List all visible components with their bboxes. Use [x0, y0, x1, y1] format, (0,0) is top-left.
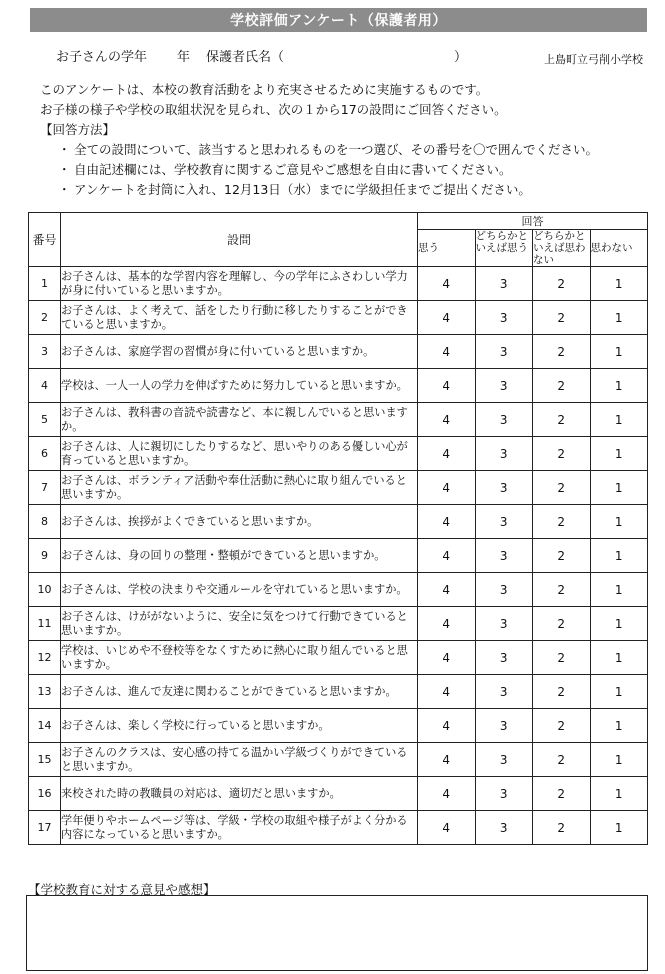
question-text: お子さんは、挨拶がよくできていると思いますか。 — [61, 505, 418, 539]
question-number: 7 — [29, 471, 61, 505]
survey-table — [28, 212, 648, 845]
table-row — [29, 505, 648, 539]
answer-choice[interactable]: 4 — [418, 369, 476, 403]
answer-choice[interactable]: 3 — [475, 301, 533, 335]
answer-choice[interactable]: 3 — [475, 437, 533, 471]
intro-line-2: お子様の様子や学校の取組状況を見られ、次の１から17の設問にご回答ください。 — [40, 102, 507, 117]
answer-choice[interactable]: 1 — [590, 267, 648, 301]
answer-choice[interactable]: 1 — [590, 437, 648, 471]
answer-choice[interactable]: 2 — [533, 675, 591, 709]
answer-choice[interactable]: 3 — [475, 335, 533, 369]
answer-choice[interactable]: 4 — [418, 471, 476, 505]
parent-name-label: 保護者氏名（ — [206, 50, 285, 65]
answer-choice[interactable]: 1 — [590, 709, 648, 743]
question-text: お子さんは、楽しく学校に行っていると思いますか。 — [61, 709, 418, 743]
question-number: 1 — [29, 267, 61, 301]
answer-choice[interactable]: 3 — [475, 709, 533, 743]
answer-choice[interactable]: 2 — [533, 403, 591, 437]
question-number: 14 — [29, 709, 61, 743]
table-row — [29, 675, 648, 709]
answer-choice[interactable]: 4 — [418, 709, 476, 743]
table-row — [29, 743, 648, 777]
question-text: お子さんは、よく考えて、話をしたり行動に移したりすることができていると思いますか。 — [61, 301, 418, 335]
answer-choice[interactable]: 2 — [533, 709, 591, 743]
question-number: 12 — [29, 641, 61, 675]
answer-choice[interactable]: 4 — [418, 403, 476, 437]
option-agree: 思う — [418, 230, 476, 267]
question-number: 2 — [29, 301, 61, 335]
table-row — [29, 777, 648, 811]
answer-choice[interactable]: 4 — [418, 607, 476, 641]
question-number: 3 — [29, 335, 61, 369]
answer-choice[interactable]: 4 — [418, 573, 476, 607]
answer-choice[interactable]: 3 — [475, 267, 533, 301]
method-item: ・ 全ての設問について、該当すると思われるものを一つ選び、その番号を〇で囲んでください。 — [58, 140, 650, 160]
answer-choice[interactable]: 4 — [418, 743, 476, 777]
answer-choice[interactable]: 4 — [418, 437, 476, 471]
instructions — [40, 80, 650, 200]
question-text: 来校された時の教職員の対応は、適切だと思いますか。 — [61, 777, 418, 811]
question-number: 11 — [29, 607, 61, 641]
answer-choice[interactable]: 3 — [475, 369, 533, 403]
answer-choice[interactable]: 3 — [475, 777, 533, 811]
answer-choice[interactable]: 4 — [418, 505, 476, 539]
table-row — [29, 369, 648, 403]
answer-choice[interactable]: 1 — [590, 675, 648, 709]
table-row — [29, 641, 648, 675]
answer-choice[interactable]: 2 — [533, 267, 591, 301]
method-heading: 【回答方法】 — [40, 122, 116, 137]
question-text: お子さんは、けががないように、安全に気をつけて行動できていると思いますか。 — [61, 607, 418, 641]
answer-choice[interactable]: 4 — [418, 641, 476, 675]
table-row — [29, 607, 648, 641]
year-suffix: 年 — [177, 50, 191, 65]
parent-name-close: ） — [454, 50, 468, 65]
survey-title: 学校評価アンケート（保護者用） — [30, 8, 647, 32]
question-text: お子さんは、身の回りの整理・整頓ができていると思いますか。 — [61, 539, 418, 573]
question-text: お子さんは、教科書の音読や読書など、本に親しんでいると思いますか。 — [61, 403, 418, 437]
question-text: お子さんは、人に親切にしたりするなど、思いやりのある優しい心が育っていると思いますか。 — [61, 437, 418, 471]
question-number: 13 — [29, 675, 61, 709]
answer-choice[interactable]: 2 — [533, 743, 591, 777]
answer-choice[interactable]: 3 — [475, 811, 533, 845]
answer-choice[interactable]: 3 — [475, 539, 533, 573]
table-row — [29, 403, 648, 437]
answer-choice[interactable]: 1 — [590, 335, 648, 369]
table-row — [29, 267, 648, 301]
header-number: 番号 — [29, 213, 61, 267]
answer-choice[interactable]: 3 — [475, 641, 533, 675]
answer-choice[interactable]: 2 — [533, 369, 591, 403]
question-text: 学年便りやホームページ等は、学級・学校の取組や様子がよく分かる内容になっていると思いますか。 — [61, 811, 418, 845]
table-row — [29, 437, 648, 471]
answer-choice[interactable]: 4 — [418, 301, 476, 335]
option-somewhat-disagree: どちらかといえば思わない — [533, 230, 591, 267]
answer-choice[interactable]: 4 — [418, 675, 476, 709]
question-text: 学校は、一人一人の学力を伸ばすために努力していると思いますか。 — [61, 369, 418, 403]
table-row — [29, 335, 648, 369]
answer-choice[interactable]: 3 — [475, 471, 533, 505]
table-row — [29, 301, 648, 335]
answer-choice[interactable]: 2 — [533, 607, 591, 641]
answer-choice[interactable]: 2 — [533, 641, 591, 675]
answer-choice[interactable]: 3 — [475, 573, 533, 607]
table-row — [29, 709, 648, 743]
answer-choice[interactable]: 1 — [590, 471, 648, 505]
answer-choice[interactable]: 1 — [590, 539, 648, 573]
intro-line-1: このアンケートは、本校の教育活動をより充実させるために実施するものです。 — [40, 82, 489, 97]
question-number: 6 — [29, 437, 61, 471]
answer-choice[interactable]: 3 — [475, 675, 533, 709]
grade-label: お子さんの学年 — [56, 50, 148, 65]
answer-choice[interactable]: 4 — [418, 811, 476, 845]
question-number: 17 — [29, 811, 61, 845]
question-number: 8 — [29, 505, 61, 539]
table-row — [29, 539, 648, 573]
question-number: 5 — [29, 403, 61, 437]
answer-choice[interactable]: 2 — [533, 505, 591, 539]
answer-choice[interactable]: 2 — [533, 539, 591, 573]
question-text: お子さんは、家庭学習の習慣が身に付いていると思いますか。 — [61, 335, 418, 369]
question-number: 4 — [29, 369, 61, 403]
table-row — [29, 811, 648, 845]
question-text: お子さんは、進んで友達に関わることができていると思いますか。 — [61, 675, 418, 709]
answer-choice[interactable]: 3 — [475, 743, 533, 777]
answer-choice[interactable]: 1 — [590, 403, 648, 437]
answer-choice[interactable]: 1 — [590, 573, 648, 607]
method-item: ・ アンケートを封筒に入れ、12月13日（水）までに学級担任までご提出ください。 — [58, 180, 650, 200]
answer-choice[interactable]: 1 — [590, 301, 648, 335]
question-text: 学校は、いじめや不登校等をなくすために熱心に取り組んでいると思いますか。 — [61, 641, 418, 675]
answer-choice[interactable]: 4 — [418, 539, 476, 573]
grade-field[interactable] — [56, 46, 190, 65]
method-list — [40, 140, 650, 200]
question-number: 15 — [29, 743, 61, 777]
answer-choice[interactable]: 1 — [590, 811, 648, 845]
question-number: 10 — [29, 573, 61, 607]
table-row — [29, 573, 648, 607]
header-answer: 回答 — [418, 213, 648, 230]
parent-name-field[interactable] — [206, 46, 467, 65]
answer-choice[interactable]: 2 — [533, 301, 591, 335]
answer-choice[interactable]: 3 — [475, 403, 533, 437]
option-somewhat-agree: どちらかといえば思う — [475, 230, 533, 267]
answer-choice[interactable]: 2 — [533, 437, 591, 471]
answer-choice[interactable]: 2 — [533, 335, 591, 369]
question-text: お子さんは、基本的な学習内容を理解し、今の学年にふさわしい学力が身に付いていると思いますか。 — [61, 267, 418, 301]
table-row — [29, 471, 648, 505]
answer-choice[interactable]: 4 — [418, 335, 476, 369]
answer-choice[interactable]: 4 — [418, 267, 476, 301]
opinion-textarea[interactable] — [26, 895, 648, 971]
answer-choice[interactable]: 1 — [590, 777, 648, 811]
option-disagree: 思わない — [590, 230, 648, 267]
answer-choice[interactable]: 2 — [533, 573, 591, 607]
method-item: ・ 自由記述欄には、学校教育に関するご意見やご感想を自由に書いてください。 — [58, 160, 650, 180]
answer-choice[interactable]: 2 — [533, 471, 591, 505]
question-text: お子さんのクラスは、安心感の持てる温かい学級づくりができていると思いますか。 — [61, 743, 418, 777]
answer-choice[interactable]: 2 — [533, 777, 591, 811]
header-question: 設問 — [61, 213, 418, 267]
question-number: 16 — [29, 777, 61, 811]
answer-choice[interactable]: 1 — [590, 743, 648, 777]
answer-choice[interactable]: 1 — [590, 505, 648, 539]
opinion-label: 【学校教育に対する意見や感想】 — [28, 882, 216, 897]
answer-choice[interactable]: 2 — [533, 811, 591, 845]
question-text: お子さんは、学校の決まりや交通ルールを守れていると思いますか。 — [61, 573, 418, 607]
question-number: 9 — [29, 539, 61, 573]
question-text: お子さんは、ボランティア活動や奉仕活動に熱心に取り組んでいると思いますか。 — [61, 471, 418, 505]
school-name: 上島町立弓削小学校 — [544, 53, 643, 66]
answer-choice[interactable]: 4 — [418, 777, 476, 811]
answer-choice[interactable]: 3 — [475, 607, 533, 641]
answer-choice[interactable]: 3 — [475, 505, 533, 539]
answer-choice[interactable]: 1 — [590, 369, 648, 403]
answer-choice[interactable]: 1 — [590, 641, 648, 675]
answer-choice[interactable]: 1 — [590, 607, 648, 641]
